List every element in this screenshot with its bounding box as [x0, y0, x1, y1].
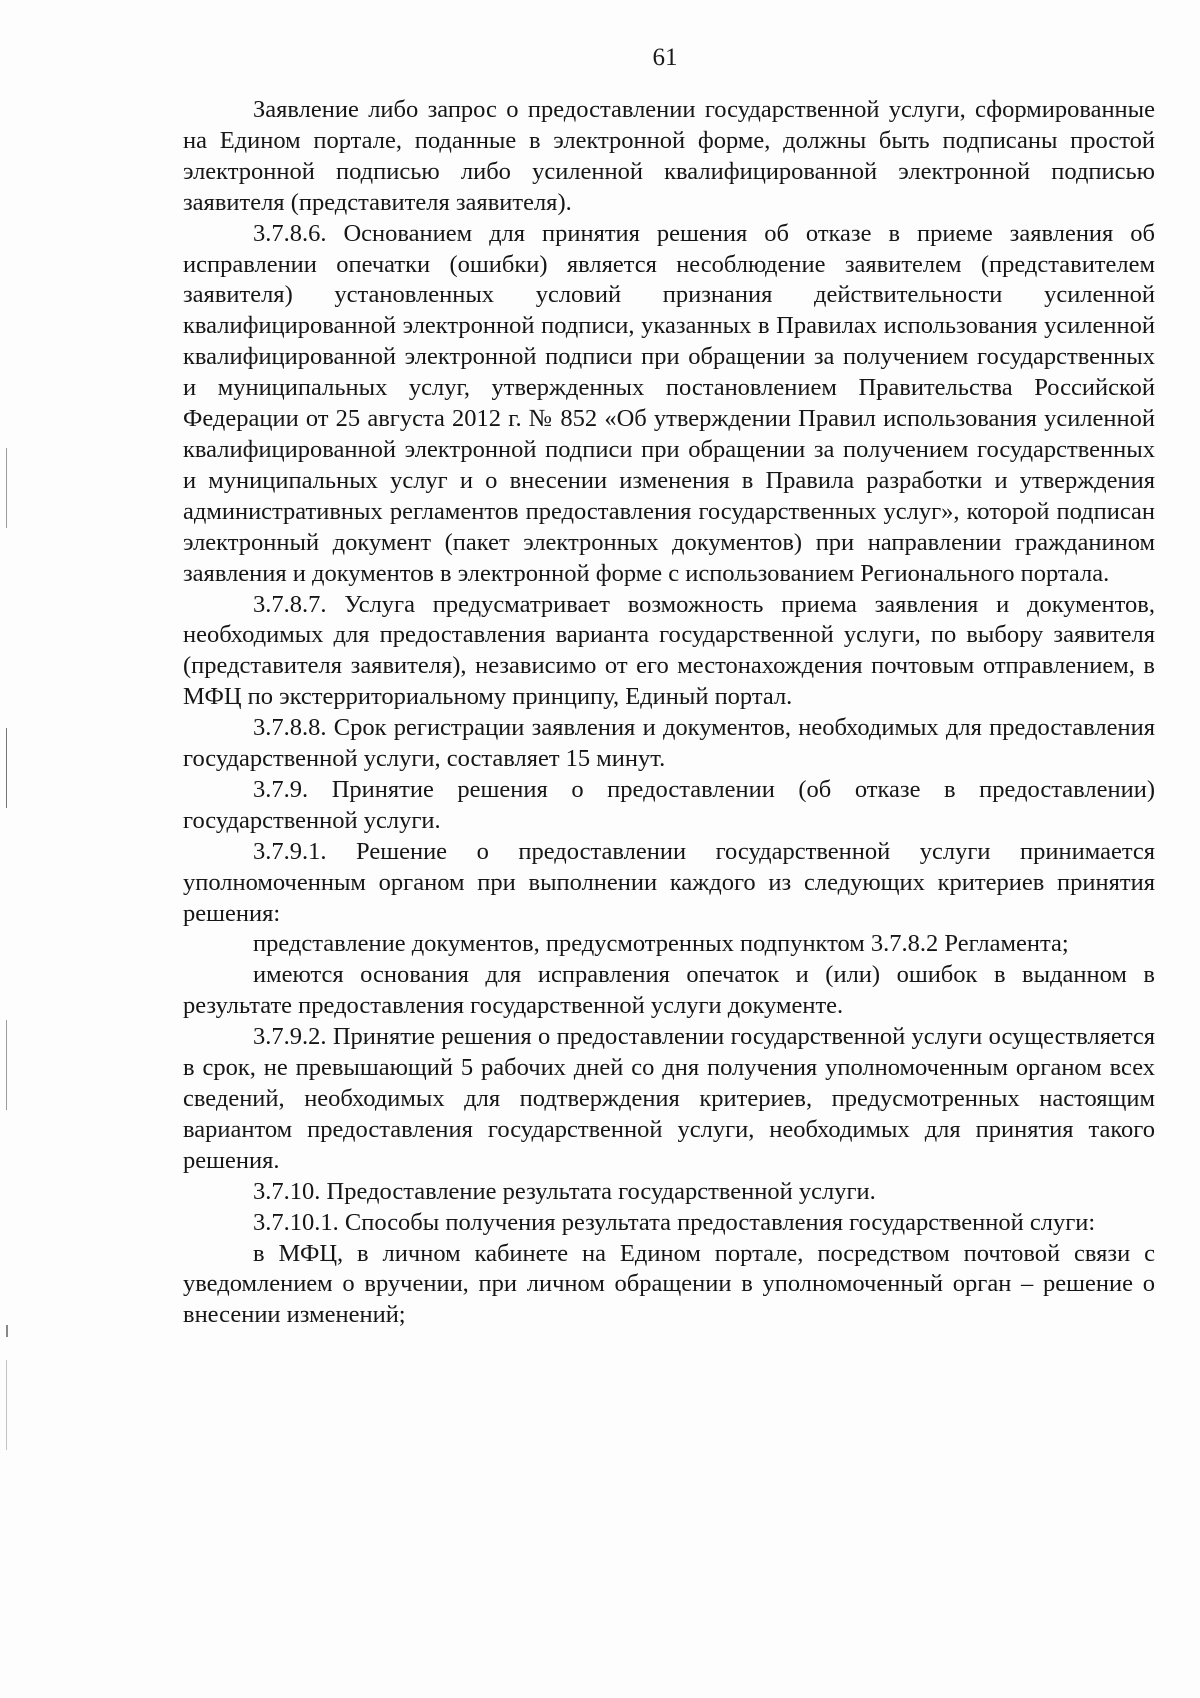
paragraph-result-methods: в МФЦ, в личном кабинете на Едином портале, посредством почтовой связи с уведомлением о вручении, при личном обращении в уполномоченный орган – решение о внесении изменений; — [183, 1239, 1155, 1329]
paragraph-3-7-8-7: 3.7.8.7. Услуга предусматривает возможность приема заявления и документов, необходимых для предоставления варианта государственной услуги, по выбору заявителя (представителя заявителя), независимо от его местонахождения почтовым отправлением, в МФЦ по экстерриториальному принципу, Единый портал. — [183, 590, 1155, 711]
scan-artifact — [6, 1020, 7, 1110]
document-body — [183, 95, 1155, 1331]
paragraph-3-7-9: 3.7.9. Принятие решения о предоставлении (об отказе в предоставлении) государственной услуги. — [183, 775, 1155, 834]
paragraph-signature-requirement: Заявление либо запрос о предоставлении государственной услуги, сформированные на Едином портале, поданные в электронной форме, должны быть подписаны простой электронной подписью либо усиленной квалифицированной электронной подписью заявителя (представителя заявителя). — [183, 96, 1155, 216]
scan-artifact — [6, 448, 7, 528]
paragraph-3-7-8-6: 3.7.8.6. Основанием для принятия решения об отказе в приеме заявления об исправлении опечатки (ошибки) является несоблюдение заявителем (представителем заявителя) установленных условий признания действительности усиленной квалифицированной электронной подписи, указанных в Правилах использования усиленной квалифицированной электронной подписи при обращении за получением государственных и муниципальных услуг, утвержденных постановлением Правительства Российской Федерации от 25 августа 2012 г. № 852 «Об утверждении Правил использования усиленной квалифицированной электронной подписи при обращении за получением государственных и муниципальных услуг и о внесении изменения в Правила разработки и утверждения административных регламентов предоставления государственных услуг», которой подписан электронный документ (пакет электронных документов) при направлении гражданином заявления и документов в электронной форме с использованием Регионального портала. — [183, 219, 1155, 587]
paragraph-3-7-8-8: 3.7.8.8. Срок регистрации заявления и документов, необходимых для предоставления государственной услуги, составляет 15 минут. — [183, 714, 1155, 773]
paragraph-3-7-10-1: 3.7.10.1. Способы получения результата предоставления государственной слуги: — [253, 1208, 1096, 1236]
scan-artifact — [6, 728, 7, 808]
scan-artifact — [6, 1360, 7, 1450]
paragraph-3-7-10: 3.7.10. Предоставление результата государственной услуги. — [253, 1177, 876, 1205]
paragraph-3-7-9-1: 3.7.9.1. Решение о предоставлении государственной услуги принимается уполномоченным органом при выполнении каждого из следующих критериев принятия решения: — [183, 837, 1155, 927]
paragraph-criterion-errors: имеются основания для исправления опечаток и (или) ошибок в выданном в результате предоставления государственной услуги документе. — [183, 961, 1155, 1020]
page-number: 61 — [652, 44, 678, 71]
scan-artifact — [6, 1325, 8, 1337]
paragraph-3-7-9-2: 3.7.9.2. Принятие решения о предоставлении государственной услуги осуществляется в срок, не превышающий 5 рабочих дней со дня получения уполномоченным органом всех сведений, необходимых для подтверждения критериев, предусмотренных настоящим вариантом предоставления государственной услуги, необходимых для принятия такого решения. — [183, 1023, 1155, 1174]
paragraph-criterion-documents: представление документов, предусмотренных подпунктом 3.7.8.2 Регламента; — [253, 930, 1069, 958]
